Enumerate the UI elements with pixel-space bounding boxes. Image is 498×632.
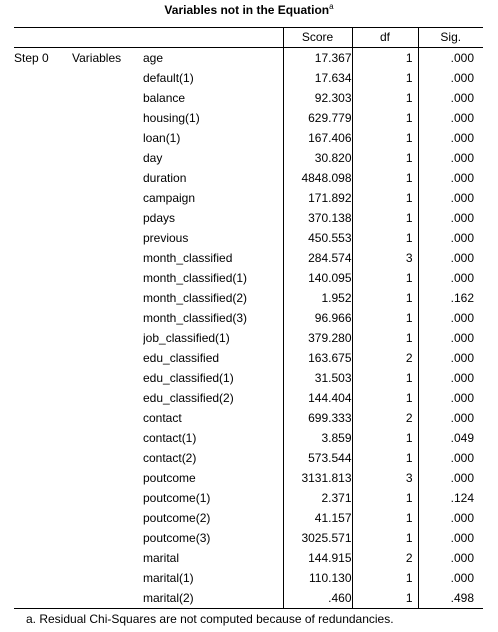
step-cell-blank xyxy=(14,428,72,448)
group-cell-blank xyxy=(72,228,143,248)
sig-value: .049 xyxy=(418,428,483,448)
group-cell-blank xyxy=(72,428,143,448)
variable-name: age xyxy=(143,51,164,65)
sig-value: .000 xyxy=(418,128,483,148)
variable-name: poutcome(1) xyxy=(143,491,211,505)
step-cell-blank xyxy=(14,308,72,328)
sig-value: .000 xyxy=(418,568,483,588)
table-row xyxy=(14,68,483,88)
footnote-marker: a xyxy=(329,2,334,11)
variable-name: contact(1) xyxy=(143,431,197,445)
group-cell-blank xyxy=(72,468,143,488)
df-value: 1 xyxy=(352,308,418,328)
header-score: Score xyxy=(283,28,352,48)
df-value: 1 xyxy=(352,568,418,588)
score-value: 110.130 xyxy=(283,568,352,588)
step-cell-blank xyxy=(14,208,72,228)
df-value: 1 xyxy=(352,48,418,69)
step-cell-blank xyxy=(14,168,72,188)
sig-value: .000 xyxy=(418,528,483,548)
variable-name: poutcome xyxy=(143,471,196,485)
variable-name: balance xyxy=(143,91,186,105)
table-row xyxy=(14,188,483,208)
group-cell-blank xyxy=(72,188,143,208)
table-row xyxy=(14,488,483,508)
variable-name: month_classified xyxy=(143,251,233,265)
sig-value: .000 xyxy=(418,448,483,468)
header-variable-blank xyxy=(143,28,283,48)
variable-name: month_classified(2) xyxy=(143,291,248,305)
group-cell-blank xyxy=(72,328,143,348)
step-cell-blank xyxy=(14,148,72,168)
sig-value: .000 xyxy=(418,508,483,528)
variable-name: marital xyxy=(143,551,180,565)
table-row xyxy=(14,528,483,548)
df-value: 1 xyxy=(352,68,418,88)
score-value: 1.952 xyxy=(283,288,352,308)
variables-table xyxy=(14,27,483,609)
table-row xyxy=(14,308,483,328)
df-value: 1 xyxy=(352,148,418,168)
df-value: 1 xyxy=(352,368,418,388)
step-cell-blank xyxy=(14,448,72,468)
group-cell-blank xyxy=(72,68,143,88)
sig-value: .000 xyxy=(418,268,483,288)
step-cell-blank xyxy=(14,328,72,348)
table-row xyxy=(14,148,483,168)
step-cell-blank xyxy=(14,268,72,288)
df-value: 1 xyxy=(352,228,418,248)
sig-value: .162 xyxy=(418,288,483,308)
group-cell-blank xyxy=(72,288,143,308)
table-row xyxy=(14,348,483,368)
variable-name: edu_classified(1) xyxy=(143,371,234,385)
table-row xyxy=(14,588,483,609)
score-value: 2.371 xyxy=(283,488,352,508)
table-row xyxy=(14,248,483,268)
group-cell-blank xyxy=(72,408,143,428)
df-value: 1 xyxy=(352,528,418,548)
group-cell-blank xyxy=(72,448,143,468)
table-row xyxy=(14,388,483,408)
step-cell-blank xyxy=(14,68,72,88)
score-value: 284.574 xyxy=(283,248,352,268)
variable-name: contact xyxy=(143,411,182,425)
group-cell-blank xyxy=(72,208,143,228)
table-title xyxy=(0,3,498,17)
step-cell-blank xyxy=(14,568,72,588)
step-cell-blank xyxy=(14,488,72,508)
group-cell-blank xyxy=(72,508,143,528)
df-value: 1 xyxy=(352,428,418,448)
df-value: 1 xyxy=(352,168,418,188)
df-value: 1 xyxy=(352,108,418,128)
step-label: Step 0 xyxy=(14,51,49,65)
score-value: 163.675 xyxy=(283,348,352,368)
table-row xyxy=(14,108,483,128)
variable-name: day xyxy=(143,151,163,165)
sig-value: .000 xyxy=(418,68,483,88)
variable-name: poutcome(3) xyxy=(143,531,211,545)
variable-name: month_classified(1) xyxy=(143,271,248,285)
table-row xyxy=(14,228,483,248)
variable-name: loan(1) xyxy=(143,131,181,145)
header-group-blank xyxy=(72,28,143,48)
group-cell-blank xyxy=(72,108,143,128)
score-value: 30.820 xyxy=(283,148,352,168)
variable-name: marital(1) xyxy=(143,571,194,585)
table-row xyxy=(14,128,483,148)
sig-value: .000 xyxy=(418,108,483,128)
score-value: 573.544 xyxy=(283,448,352,468)
score-value: 92.303 xyxy=(283,88,352,108)
step-cell-blank xyxy=(14,248,72,268)
table-row xyxy=(14,88,483,108)
table-row xyxy=(14,208,483,228)
sig-value: .000 xyxy=(418,308,483,328)
df-value: 2 xyxy=(352,548,418,568)
group-cell-blank xyxy=(72,308,143,328)
variable-name: edu_classified xyxy=(143,351,220,365)
score-value: 17.367 xyxy=(283,48,352,69)
df-value: 1 xyxy=(352,508,418,528)
sig-value: .498 xyxy=(418,588,483,609)
sig-value: .000 xyxy=(418,548,483,568)
step-cell-blank xyxy=(14,468,72,488)
variable-name: pdays xyxy=(143,211,176,225)
table-title-text: Variables not in the Equation xyxy=(164,3,330,17)
sig-value: .000 xyxy=(418,188,483,208)
table-row xyxy=(14,568,483,588)
table-row xyxy=(14,548,483,568)
score-value: 144.915 xyxy=(283,548,352,568)
score-value: 370.138 xyxy=(283,208,352,228)
score-value: 17.634 xyxy=(283,68,352,88)
group-cell-blank xyxy=(72,268,143,288)
df-value: 2 xyxy=(352,408,418,428)
header-step-blank xyxy=(14,28,72,48)
variable-name: housing(1) xyxy=(143,111,200,125)
header-sig: Sig. xyxy=(418,28,483,48)
group-cell-blank xyxy=(72,148,143,168)
table-row xyxy=(14,468,483,488)
variable-name: month_classified(3) xyxy=(143,311,248,325)
sig-value: .000 xyxy=(418,248,483,268)
group-cell-blank xyxy=(72,548,143,568)
step-cell-blank xyxy=(14,188,72,208)
step-cell-blank xyxy=(14,128,72,148)
table-row xyxy=(14,288,483,308)
table-row xyxy=(14,368,483,388)
table-row xyxy=(14,508,483,528)
table-row xyxy=(14,408,483,428)
df-value: 1 xyxy=(352,88,418,108)
table-row xyxy=(14,328,483,348)
table-row xyxy=(14,428,483,448)
sig-value: .000 xyxy=(418,228,483,248)
group-cell-blank xyxy=(72,488,143,508)
variable-name: poutcome(2) xyxy=(143,511,211,525)
group-cell-blank xyxy=(72,388,143,408)
group-cell-blank xyxy=(72,348,143,368)
score-value: 3131.813 xyxy=(283,468,352,488)
table-body xyxy=(14,48,483,609)
score-value: 3.859 xyxy=(283,428,352,448)
step-cell-blank xyxy=(14,368,72,388)
sig-value: .000 xyxy=(418,88,483,108)
score-value: 450.553 xyxy=(283,228,352,248)
df-value: 1 xyxy=(352,268,418,288)
df-value: 1 xyxy=(352,448,418,468)
group-cell-blank xyxy=(72,528,143,548)
df-value: 1 xyxy=(352,288,418,308)
df-value: 1 xyxy=(352,388,418,408)
score-value: 96.966 xyxy=(283,308,352,328)
sig-value: .000 xyxy=(418,48,483,69)
df-value: 1 xyxy=(352,588,418,609)
group-cell-blank xyxy=(72,168,143,188)
group-label: Variables xyxy=(72,51,122,65)
variable-name: edu_classified(2) xyxy=(143,391,234,405)
group-cell-blank xyxy=(72,88,143,108)
step-cell-blank xyxy=(14,288,72,308)
step-cell-blank xyxy=(14,548,72,568)
variable-name: default(1) xyxy=(143,71,194,85)
variable-name: duration xyxy=(143,171,187,185)
sig-value: .124 xyxy=(418,488,483,508)
header-df: df xyxy=(352,28,418,48)
group-cell-blank xyxy=(72,588,143,609)
score-value: 167.406 xyxy=(283,128,352,148)
df-value: 3 xyxy=(352,468,418,488)
header-row xyxy=(14,28,483,48)
score-value: 4848.098 xyxy=(283,168,352,188)
table-row xyxy=(14,48,483,69)
score-value: 144.404 xyxy=(283,388,352,408)
sig-value: .000 xyxy=(418,408,483,428)
group-cell-blank xyxy=(72,368,143,388)
sig-value: .000 xyxy=(418,168,483,188)
step-cell-blank xyxy=(14,228,72,248)
sig-value: .000 xyxy=(418,328,483,348)
step-cell-blank xyxy=(14,508,72,528)
table-row xyxy=(14,448,483,468)
df-value: 1 xyxy=(352,328,418,348)
footnote: a. Residual Chi-Squares are not computed because of redundancies. xyxy=(26,612,394,626)
score-value: 699.333 xyxy=(283,408,352,428)
group-cell-blank xyxy=(72,568,143,588)
step-cell-blank xyxy=(14,108,72,128)
variable-name: previous xyxy=(143,231,189,245)
score-value: 379.280 xyxy=(283,328,352,348)
step-cell-blank xyxy=(14,528,72,548)
score-value: 171.892 xyxy=(283,188,352,208)
table-row xyxy=(14,268,483,288)
sig-value: .000 xyxy=(418,368,483,388)
sig-value: .000 xyxy=(418,148,483,168)
df-value: 1 xyxy=(352,128,418,148)
sig-value: .000 xyxy=(418,468,483,488)
variable-name: campaign xyxy=(143,191,196,205)
variable-name: job_classified(1) xyxy=(143,331,230,345)
step-cell-blank xyxy=(14,388,72,408)
sig-value: .000 xyxy=(418,388,483,408)
table-row xyxy=(14,168,483,188)
score-value: 31.503 xyxy=(283,368,352,388)
sig-value: .000 xyxy=(418,208,483,228)
variable-name: marital(2) xyxy=(143,591,194,605)
score-value: 140.095 xyxy=(283,268,352,288)
variable-name: contact(2) xyxy=(143,451,197,465)
group-cell-blank xyxy=(72,128,143,148)
df-value: 1 xyxy=(352,488,418,508)
step-cell-blank xyxy=(14,408,72,428)
df-value: 2 xyxy=(352,348,418,368)
df-value: 3 xyxy=(352,248,418,268)
df-value: 1 xyxy=(352,208,418,228)
score-value: 41.157 xyxy=(283,508,352,528)
score-value: 3025.571 xyxy=(283,528,352,548)
score-value: .460 xyxy=(283,588,352,609)
step-cell-blank xyxy=(14,88,72,108)
df-value: 1 xyxy=(352,188,418,208)
group-cell-blank xyxy=(72,248,143,268)
step-cell-blank xyxy=(14,348,72,368)
sig-value: .000 xyxy=(418,348,483,368)
step-cell-blank xyxy=(14,588,72,609)
score-value: 629.779 xyxy=(283,108,352,128)
